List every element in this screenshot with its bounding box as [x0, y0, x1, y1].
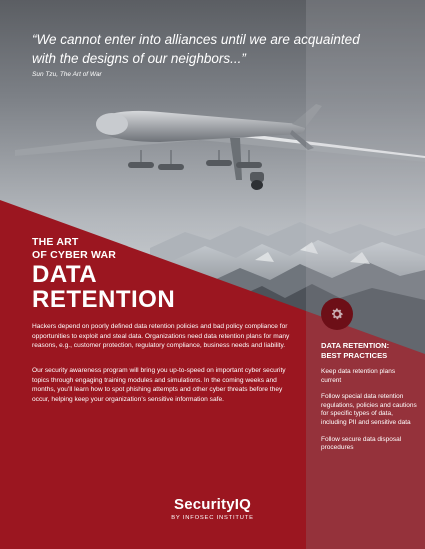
- sidebar-panel: [306, 0, 425, 549]
- page-title: [32, 262, 175, 312]
- gear-icon: [329, 306, 345, 322]
- securityiq-logo: [0, 496, 425, 521]
- title-line: DATA: [32, 261, 98, 288]
- kicker-line: OF CYBER WAR: [32, 249, 117, 261]
- best-practices-title: [321, 341, 417, 360]
- best-practices-title-line: BEST PRACTICES: [321, 350, 388, 360]
- logo-name: SecurityIQ: [173, 496, 252, 513]
- quote-text: “We cannot enter into alliances until we are acquainted with the designs of our neighbors...”: [32, 32, 360, 66]
- best-practice-item: Follow special data retention regulations, policies and cautions for specific types of data, including PII and sensitive data: [321, 393, 417, 426]
- logo-tagline: BY INFOSEC INSTITUTE: [171, 515, 254, 521]
- title-line: RETENTION: [32, 286, 176, 313]
- kicker-line: THE ART: [32, 236, 79, 248]
- kicker: [32, 236, 116, 262]
- best-practices: [321, 341, 417, 461]
- quote-attribution: Sun Tzu, The Art of War: [32, 71, 102, 78]
- best-practice-item: Follow secure data disposal procedures: [321, 435, 402, 452]
- best-practices-title-line: DATA RETENTION:: [321, 341, 390, 350]
- gear-badge: [321, 298, 353, 330]
- program-paragraph: Our security awareness program will bring you up-to-speed on important cyber security topics through engaging training modules and simulations. In the coming weeks and months, you’ll learn how to spot phishing attempts and other cyber threats before they occur, helping keep your organization’s sensitive information safe.: [32, 367, 286, 403]
- best-practice-item: Keep data retention plans current: [321, 368, 396, 384]
- intro-paragraph: Hackers depend on poorly defined data retention policies and bad policy compliance for opportunities to exploit and steal data. Organizations need data retention plans for many reasons, e.g., customer protection, regulatory compliance, business needs and liability.: [32, 323, 290, 350]
